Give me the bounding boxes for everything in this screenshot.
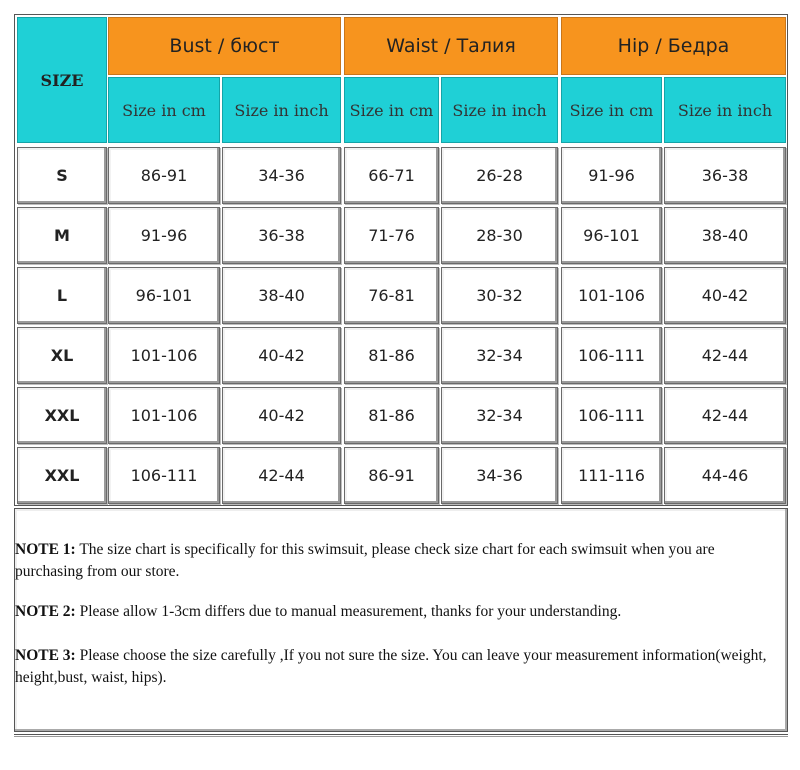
note-2-label: NOTE 2: (15, 603, 76, 620)
bust-inch-cell: 38-40 (222, 267, 341, 324)
note-2 (15, 601, 781, 623)
waist-inch-cell: 32-34 (441, 327, 558, 384)
waist-cm-cell: 66-71 (344, 147, 439, 204)
size-label: XXL (17, 387, 107, 444)
waist-cm-cell: 81-86 (344, 387, 439, 444)
size-label: L (17, 267, 107, 324)
note-3-text: Please choose the size carefully ,If you not sure the size. You can leave your measurement information(weight, height,bust, waist, hips). (15, 647, 767, 686)
bust-cm-cell: 86-91 (108, 147, 220, 204)
notes-box (14, 508, 788, 732)
bust-inch-cell: 36-38 (222, 207, 341, 264)
note-3-label: NOTE 3: (15, 647, 76, 664)
waist-inch-cell: 32-34 (441, 387, 558, 444)
bust-cm-cell: 96-101 (108, 267, 220, 324)
hip-cm-cell: 96-101 (561, 207, 662, 264)
waist-cm-cell: 81-86 (344, 327, 439, 384)
hip-inch-cell: 36-38 (664, 147, 786, 204)
waist-inch-cell: 30-32 (441, 267, 558, 324)
size-label: XXL (17, 447, 107, 504)
bust-cm-cell: 91-96 (108, 207, 220, 264)
hip-inch-cell: 42-44 (664, 327, 786, 384)
hip-cm-cell: 111-116 (561, 447, 662, 504)
waist-inch-cell: 26-28 (441, 147, 558, 204)
note-1-label: NOTE 1: (15, 541, 76, 558)
waist-cm-cell: 76-81 (344, 267, 439, 324)
hip-inch-cell: 38-40 (664, 207, 786, 264)
waist-cm-header: Size in cm (344, 77, 439, 143)
bust-cm-cell: 101-106 (108, 387, 220, 444)
note-2-text: Please allow 1-3cm differs due to manual measurement, thanks for your understanding. (75, 603, 622, 620)
waist-cm-cell: 71-76 (344, 207, 439, 264)
hip-inch-cell: 44-46 (664, 447, 786, 504)
note-3 (15, 645, 781, 689)
note-1-text: The size chart is specifically for this swimsuit, please check size chart for each swimsuit when you are purchasing from our store. (15, 541, 715, 580)
waist-cm-cell: 86-91 (344, 447, 439, 504)
waist-inch-cell: 34-36 (441, 447, 558, 504)
hip-cm-cell: 106-111 (561, 327, 662, 384)
bust-cm-header: Size in cm (108, 77, 220, 143)
bust-inch-cell: 34-36 (222, 147, 341, 204)
bust-cm-cell: 101-106 (108, 327, 220, 384)
hip-cm-header: Size in cm (561, 77, 662, 143)
waist-inch-header: Size in inch (441, 77, 558, 143)
bust-inch-cell: 42-44 (222, 447, 341, 504)
waist-header: Waist / Талия (344, 17, 558, 75)
bust-inch-header: Size in inch (222, 77, 341, 143)
hip-inch-cell: 42-44 (664, 387, 786, 444)
hip-inch-header: Size in inch (664, 77, 786, 143)
note-1 (15, 539, 781, 583)
size-label: S (17, 147, 107, 204)
hip-inch-cell: 40-42 (664, 267, 786, 324)
bottom-divider (14, 734, 788, 737)
hip-cm-cell: 106-111 (561, 387, 662, 444)
hip-cm-cell: 101-106 (561, 267, 662, 324)
hip-header: Hip / Бедра (561, 17, 786, 75)
size-column-header: SIZE (17, 17, 107, 143)
bust-inch-cell: 40-42 (222, 387, 341, 444)
hip-cm-cell: 91-96 (561, 147, 662, 204)
bust-inch-cell: 40-42 (222, 327, 341, 384)
waist-inch-cell: 28-30 (441, 207, 558, 264)
size-label: XL (17, 327, 107, 384)
bust-header: Bust / бюст (108, 17, 341, 75)
size-label: M (17, 207, 107, 264)
bust-cm-cell: 106-111 (108, 447, 220, 504)
